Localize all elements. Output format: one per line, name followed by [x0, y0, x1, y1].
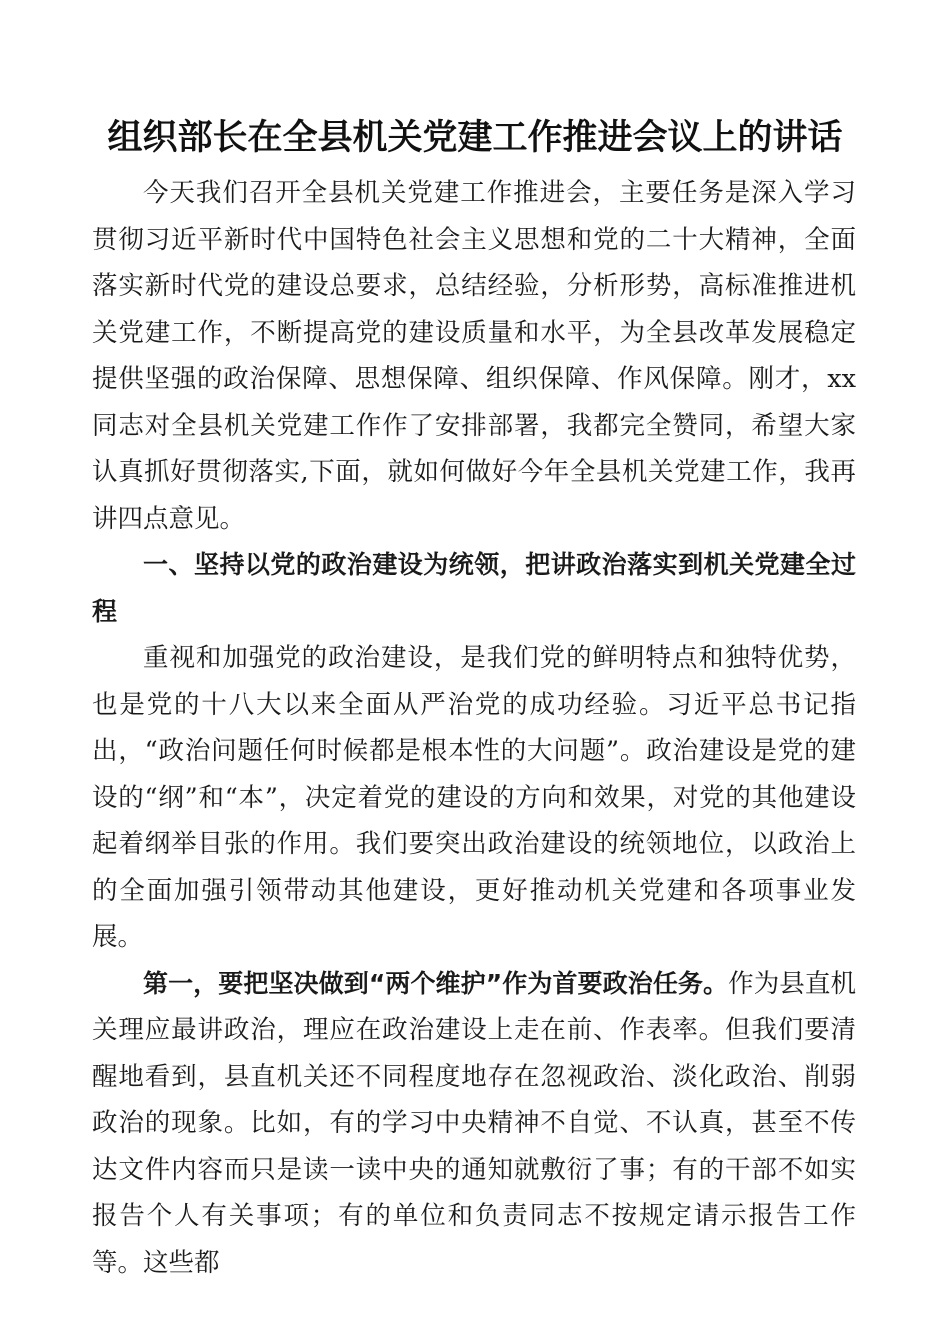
section-one-heading: 一、坚持以党的政治建设为统领，把讲政治落实到机关党建全过程	[92, 550, 856, 626]
point-one-paragraph	[92, 961, 856, 1287]
point-one-lead: 第一，要把坚决做到“两个维护”作为首要政治任务。	[143, 968, 729, 998]
point-one-body: 作为县直机关理应最讲政治，理应在政治建设上走在前、作表率。但我们要清醒地看到，县直机关还不同程度地存在忽视政治、淡化政治、削弱政治的现象。比如，有的学习中央精神不自觉、不认真，甚至不传达文件内容而只是读一读中央的通知就敷衍了事；有的干部不如实报告个人有关事项；有的单位和负责同志不按规定请示报告工作等。这些都	[92, 968, 856, 1278]
intro-paragraph: 今天我们召开全县机关党建工作推进会，主要任务是深入学习贯彻习近平新时代中国特色社会主义思想和党的二十大精神，全面落实新时代党的建设总要求，总结经验，分析形势，高标准推进机关党建工作，不断提高党的建设质量和水平，为全县改革发展稳定提供坚强的政治保障、思想保障、组织保障、作风保障。刚才，xx同志对全县机关党建工作作了安排部署，我都完全赞同，希望大家认真抓好贯彻落实,下面，就如何做好今年全县机关党建工作，我再讲四点意见。	[92, 178, 856, 534]
document-title: 组织部长在全县机关党建工作推进会议上的讲话	[107, 118, 843, 158]
section-one-paragraph: 重视和加强党的政治建设，是我们党的鲜明特点和独特优势，也是党的十八大以来全面从严治党的成功经验。习近平总书记指出，“政治问题任何时候都是根本性的大问题”。政治建设是党的建设的“纲”和“本”，决定着党的建设的方向和效果，对党的其他建设起着纲举目张的作用。我们要突出政治建设的统领地位，以政治上的全面加强引领带动其他建设，更好推动机关党建和各项事业发展。	[92, 643, 856, 952]
document-body	[92, 170, 856, 1286]
